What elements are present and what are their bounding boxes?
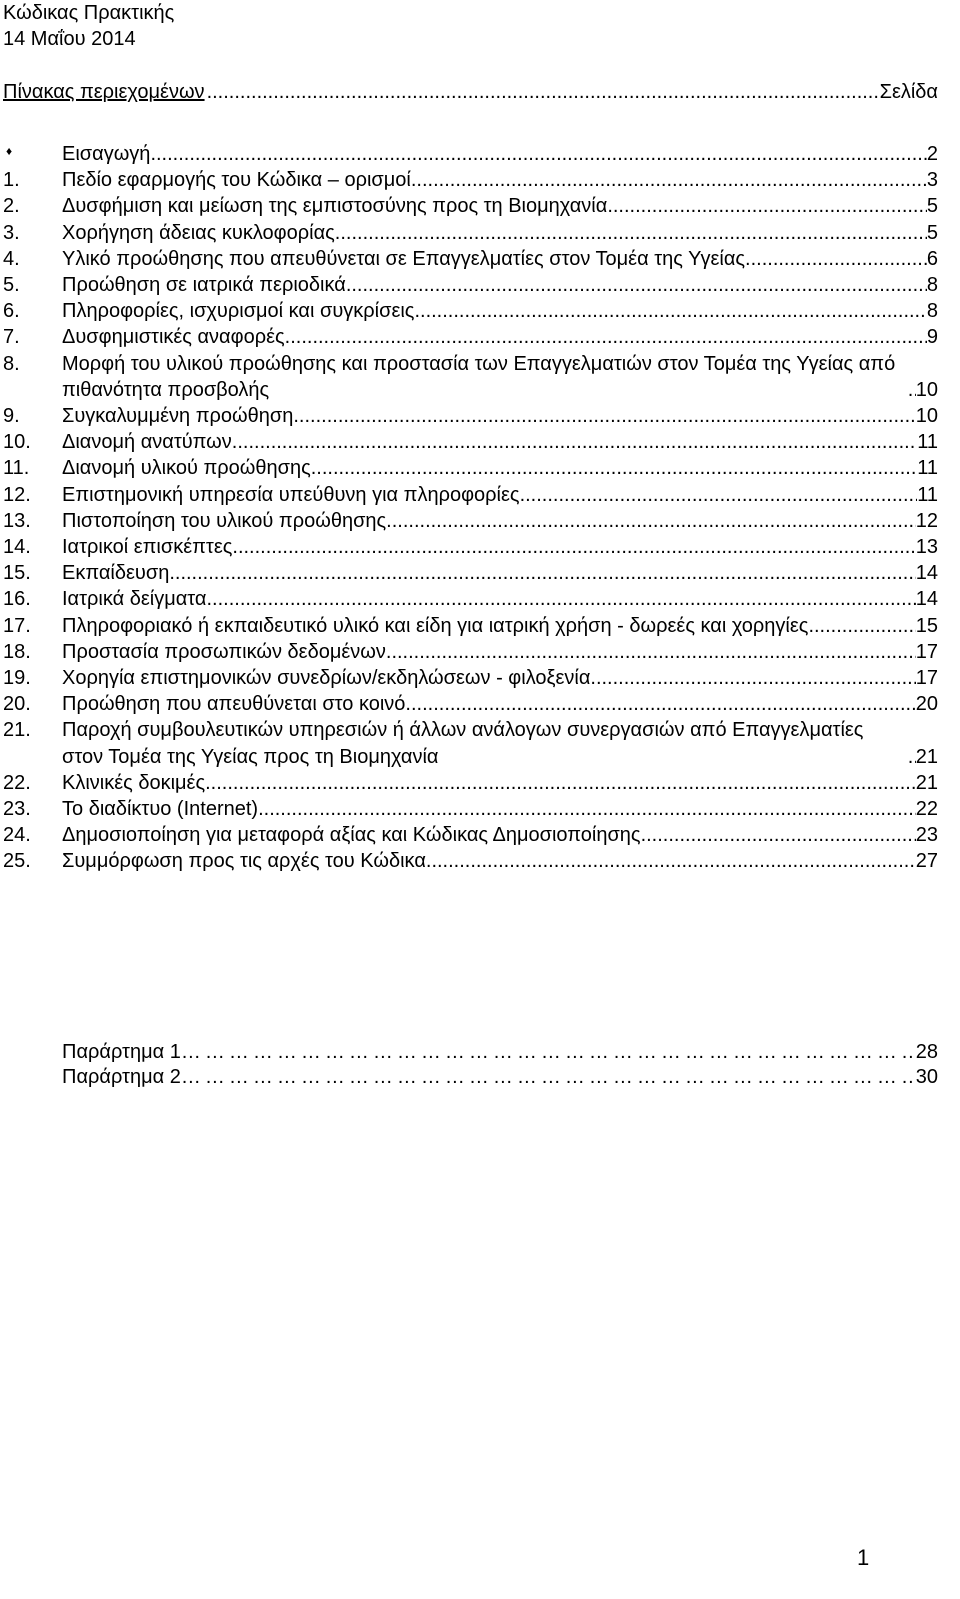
- toc-entry-page: 22: [915, 798, 938, 821]
- toc-entry[interactable]: [3, 796, 938, 822]
- toc-entry-title: Διανομή ανατύπων: [62, 431, 232, 454]
- toc-entry[interactable]: [3, 220, 938, 246]
- toc-entry-page: 13: [915, 536, 938, 559]
- toc-entry[interactable]: [3, 403, 938, 429]
- toc-entry-title: Δημοσιοποίηση για μεταφορά αξίας και Κώδικας Δημοσιοποίησης: [62, 824, 641, 847]
- toc-entry[interactable]: [3, 508, 938, 534]
- document-header: [3, 0, 174, 52]
- toc-entry[interactable]: [3, 141, 938, 167]
- toc-leader: [311, 455, 918, 481]
- toc-entry[interactable]: [3, 534, 938, 560]
- toc-leader: [150, 141, 926, 167]
- toc-entry-title: Συμμόρφωση προς τις αρχές του Κώδικα: [62, 850, 426, 873]
- toc-entry-page: 27: [915, 850, 938, 873]
- toc-leader: [386, 639, 916, 665]
- toc-entry-page: 15: [915, 614, 938, 637]
- toc-entry-number: 9.: [3, 405, 20, 428]
- toc-heading-leader: [207, 79, 878, 105]
- toc-entry[interactable]: [3, 691, 938, 717]
- diamond-bullet-icon: ♦: [6, 144, 13, 158]
- annex-label: Παράρτημα 2: [62, 1066, 181, 1088]
- toc-heading-page-label: Σελίδα: [879, 81, 938, 103]
- toc-entry[interactable]: [3, 324, 938, 350]
- toc-leader: [908, 744, 916, 770]
- toc-entry[interactable]: [3, 717, 938, 769]
- toc-entry-title: Κλινικές δοκιμές: [62, 771, 206, 794]
- toc-leader: [641, 822, 916, 848]
- toc-entry-title: Το διαδίκτυο (Internet): [62, 798, 259, 821]
- toc-entry-page: 20: [915, 693, 938, 716]
- toc-entry-number: 1.: [3, 169, 20, 192]
- toc-entry-title: Ιατρικά δείγματα: [62, 588, 207, 611]
- toc-leader: [293, 403, 915, 429]
- toc-leader: [285, 324, 927, 350]
- toc-entry-page: 10: [915, 378, 938, 401]
- toc-entry-number: 2.: [3, 195, 20, 218]
- toc-leader: [411, 167, 927, 193]
- toc-entry[interactable]: [3, 848, 938, 874]
- toc-entry-number: 14.: [3, 536, 31, 559]
- toc-entry[interactable]: [3, 193, 938, 219]
- toc-entry-page: 21: [915, 745, 938, 768]
- toc-entry[interactable]: [3, 455, 938, 481]
- toc-entry-number: 10.: [3, 431, 31, 454]
- toc-entry-title: Επιστημονική υπηρεσία υπεύθυνη για πληροφορίες: [62, 483, 520, 506]
- toc-entry[interactable]: [3, 272, 938, 298]
- toc-entry[interactable]: [3, 639, 938, 665]
- toc-entry-page: 17: [915, 667, 938, 690]
- toc-entry-page: 11: [917, 483, 938, 506]
- toc-entry-page: 10: [915, 405, 938, 428]
- toc-entry-page: 2: [926, 143, 938, 165]
- toc-entry[interactable]: [3, 351, 938, 403]
- toc-leader: [169, 560, 915, 586]
- toc-entry[interactable]: [3, 298, 938, 324]
- toc-leader: [232, 429, 917, 455]
- toc-entry-number: 7.: [3, 326, 20, 349]
- toc-entry-number: 25.: [3, 850, 31, 873]
- toc-entry[interactable]: [3, 560, 938, 586]
- annex-2-entry[interactable]: [62, 1064, 938, 1090]
- toc-heading-label: Πίνακας περιεχομένων: [3, 81, 205, 103]
- toc-leader: [520, 482, 918, 508]
- toc-entry-page: 21: [915, 771, 938, 794]
- toc-entry-title: Πεδίο εφαρμογής του Κώδικα – ορισμοί: [62, 169, 411, 192]
- toc-entry[interactable]: [3, 586, 938, 612]
- toc-entry[interactable]: [3, 665, 938, 691]
- toc-entry-title: Χορήγηση άδειας κυκλοφορίας: [62, 221, 335, 244]
- toc-entry-page: 14: [915, 562, 938, 585]
- toc-entry-title: Παροχή συμβουλευτικών υπηρεσιών ή άλλων ανάλογων συνεργασιών από Επαγγελματίες στον Τομέα της Υγείας προς τη Βιομηχανία: [62, 719, 864, 768]
- toc-entry-title: Διανομή υλικού προώθησης: [62, 457, 311, 480]
- toc-entry[interactable]: [3, 613, 938, 639]
- toc-heading: [3, 79, 938, 105]
- toc-entry-number: 3.: [3, 221, 20, 244]
- toc-entry-title: Πιστοποίηση του υλικού προώθησης: [62, 509, 387, 532]
- toc-leader: [206, 586, 915, 612]
- toc-entry-title: Πληροφοριακό ή εκπαιδευτικό υλικό και είδη για ιατρική χρήση - δωρεές και χορηγίες: [62, 614, 809, 637]
- toc-entry-title: Δυσφήμιση και μείωση της εμπιστοσύνης προς τη Βιομηχανία: [62, 195, 608, 218]
- toc-entry-title: Συγκαλυμμένη προώθηση: [62, 405, 294, 428]
- toc-entry-page: 5: [926, 221, 938, 244]
- toc-entry[interactable]: [3, 770, 938, 796]
- toc-entry-number: 18.: [3, 640, 31, 663]
- toc-entry-number: 24.: [3, 824, 31, 847]
- toc-entry-page: 11: [917, 431, 938, 454]
- toc-leader: [590, 665, 915, 691]
- toc-entry[interactable]: [3, 246, 938, 272]
- toc-leader: [346, 272, 927, 298]
- toc-entry-page: 23: [915, 824, 938, 847]
- toc-entry[interactable]: [3, 822, 938, 848]
- toc-entry-number: 5.: [3, 274, 20, 297]
- toc-entry-page: 8: [926, 274, 938, 297]
- toc-entry-page: 14: [915, 588, 938, 611]
- toc-entry-number: 21.: [3, 719, 31, 742]
- toc-leader: [181, 1064, 916, 1090]
- toc-entry-page: 17: [915, 640, 938, 663]
- toc-leader: [335, 220, 927, 246]
- toc-entry[interactable]: [3, 167, 938, 193]
- toc-leader: [607, 193, 927, 219]
- toc-entry-number: 16.: [3, 588, 31, 611]
- annex-label: Παράρτημα 1: [62, 1041, 181, 1063]
- toc-entry-number: 13.: [3, 509, 31, 532]
- toc-leader: [405, 691, 915, 717]
- toc-entry-title: Προώθηση που απευθύνεται στο κοινό: [62, 693, 406, 716]
- toc-entry-number: 8.: [3, 352, 20, 375]
- toc-entry-number: [3, 141, 62, 167]
- toc-leader: [414, 298, 926, 324]
- toc-entry-number: 15.: [3, 562, 31, 585]
- toc-leader: [745, 246, 927, 272]
- toc-leader: [232, 534, 915, 560]
- document-date: 14 Μαΐου 2014: [3, 28, 136, 50]
- toc-entry-number: 12.: [3, 483, 31, 506]
- toc-leader: [258, 796, 916, 822]
- toc-leader: [205, 770, 916, 796]
- toc-leader: [808, 613, 915, 639]
- toc-entry-title: Πληροφορίες, ισχυρισμοί και συγκρίσεις: [62, 300, 415, 323]
- toc-entry-page: 11: [917, 457, 938, 480]
- annex-page: 28: [915, 1041, 938, 1063]
- toc-entry-page: 9: [926, 326, 938, 349]
- toc-entry-title: Εκπαίδευση: [62, 562, 170, 585]
- toc-entry-number: 4.: [3, 247, 20, 270]
- toc-entry-number: 23.: [3, 798, 31, 821]
- toc-entry-number: 19.: [3, 667, 31, 690]
- toc-entry-title: Μορφή του υλικού προώθησης και προστασία των Επαγγελματιών στον Τομέα της Υγείας από πιθανότητα προσβολής: [62, 352, 896, 401]
- toc-leader: [908, 377, 916, 403]
- toc-entry[interactable]: [3, 429, 938, 455]
- toc-entry-page: 12: [915, 509, 938, 532]
- toc-entry-page: 6: [926, 247, 938, 270]
- toc-entry-number: 22.: [3, 771, 31, 794]
- toc-entry[interactable]: [3, 482, 938, 508]
- toc-entry-number: 17.: [3, 614, 31, 637]
- toc-entry-title: Υλικό προώθησης που απευθύνεται σε Επαγγελματίες στον Τομέα της Υγείας: [62, 247, 746, 270]
- toc-entry-page: 8: [926, 300, 938, 323]
- toc-entry-title: Χορηγία επιστημονικών συνεδρίων/εκδηλώσεων - φιλοξενία: [62, 667, 591, 690]
- toc-entry-number: 6.: [3, 300, 20, 323]
- document-title: Κώδικας Πρακτικής: [3, 2, 175, 24]
- toc-leader: [181, 1039, 916, 1065]
- toc-entry-number: 20.: [3, 693, 31, 716]
- toc-leader: [386, 508, 916, 534]
- toc-leader: [426, 848, 916, 874]
- annex-1-entry[interactable]: [62, 1039, 938, 1065]
- toc-entry-title: Δυσφημιστικές αναφορές: [62, 326, 285, 349]
- toc-entry-title: Προστασία προσωπικών δεδομένων: [62, 640, 386, 663]
- toc-entry-title: Εισαγωγή: [62, 143, 151, 165]
- toc-entry-number: 11.: [3, 457, 30, 480]
- toc-entry-page: 3: [926, 169, 938, 192]
- toc-entry-title: Προώθηση σε ιατρικά περιοδικά: [62, 274, 346, 297]
- toc-entry-title: Ιατρικοί επισκέπτες: [62, 536, 233, 559]
- table-of-contents: [3, 141, 938, 875]
- page-number: 1: [857, 1545, 870, 1570]
- toc-entry-page: 5: [926, 195, 938, 218]
- annex-page: 30: [915, 1066, 938, 1088]
